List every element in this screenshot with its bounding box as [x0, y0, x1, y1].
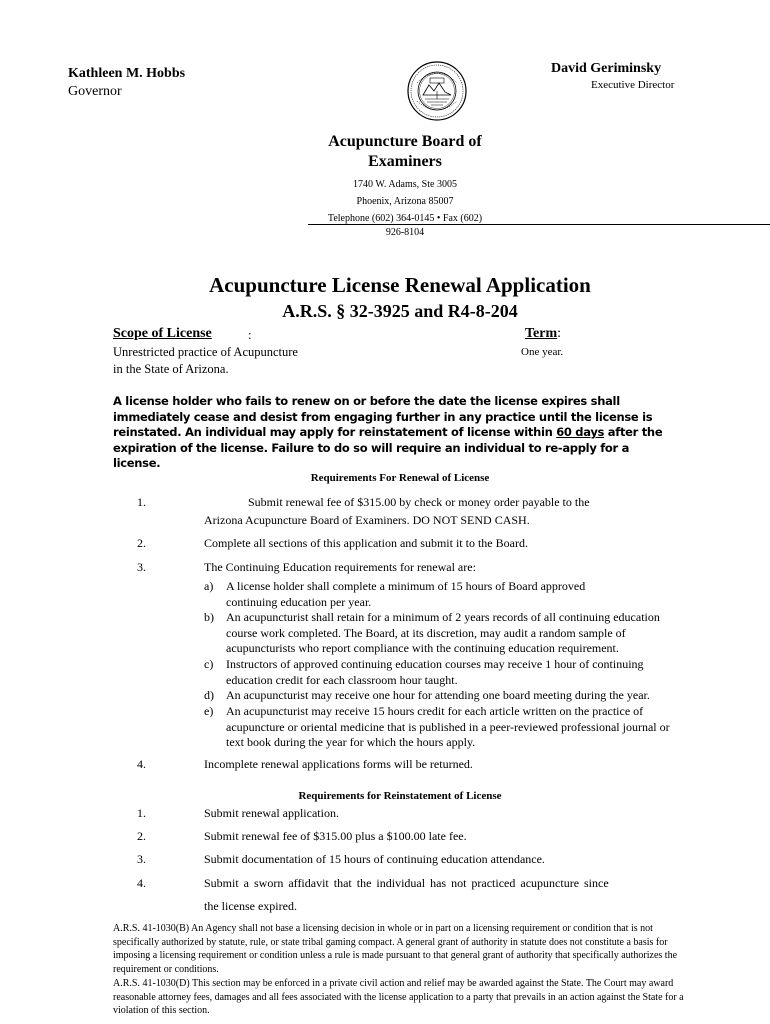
ce-sub-text: Instructors of approved continuing education courses may receive 1 hour of continuing education credit for each classroom hour taught.	[226, 657, 644, 687]
board-phone-fax: Telephone (602) 364-0145 • Fax (602)	[327, 213, 483, 224]
renewal-item-number: 3.	[137, 560, 146, 574]
ce-sub-text: A license holder shall complete a minimum of 15 hours of Board approved continuing education per year.	[226, 579, 586, 609]
scope-label: Scope of License	[113, 326, 212, 341]
notice-underlined: 60 days	[556, 425, 605, 440]
reinstatement-item-text-cont: the license expired.	[204, 899, 297, 913]
reinstatement-item-number: 3.	[137, 852, 146, 866]
reinstatement-heading: Requirements for Reinstatement of License	[298, 790, 502, 802]
footer-statute-b: A.R.S. 41-1030(B) An Agency shall not base a licensing decision in whole or in part on a licensing requirement or condition that is not specifically authorized by statute, rule, or state tribal gaming compact. A general grant of authority in statute does not constitute a basis for imposing a licensing requirement or condition unless a rule is made pursuant to that general grant of authority that specifically authorizes the requirement or conditions.	[113, 923, 678, 976]
ce-sub-letter: a)	[204, 579, 214, 593]
reinstatement-item-number: 1.	[137, 806, 146, 820]
notice-part1: A license holder who fails to renew on or before the date the license expires shall immediately cease and desist from engaging further in any practice until the license is reinstated. An individual may apply for reinstatement of license within	[113, 394, 653, 440]
reinstatement-item-number: 4.	[137, 876, 146, 890]
ce-sub-letter: e)	[204, 704, 214, 718]
scope-text-line1: Unrestricted practice of Acupuncture	[113, 345, 298, 359]
renewal-item-text: Incomplete renewal applications forms will be returned.	[204, 757, 473, 771]
board-address-city: Phoenix, Arizona 85007	[356, 196, 454, 207]
renewal-heading: Requirements For Renewal of License	[310, 472, 490, 484]
footer-statute-d: A.R.S. 41-1030(D) This section may be enforced in a private civil action and relief may be awarded against the State. The Court may award reasonable attorney fees, damages and all fees associated with the license application to a party that prevails in an action against the State for a violation of this section.	[113, 978, 684, 1017]
reinstatement-item-number: 2.	[137, 829, 146, 843]
board-fax-number: 926-8104	[385, 227, 425, 238]
governor-name: Kathleen M. Hobbs	[68, 66, 186, 81]
ce-sub-text: An acupuncturist may receive 15 hours credit for each article written on the practice of acupuncture or oriental medicine that is published in a peer-reviewed professional journal or text book during the year for which the hours apply.	[226, 704, 670, 749]
notice-paragraph	[113, 394, 673, 472]
ce-sub-text: An acupuncturist may receive one hour for attending one board meeting during the year.	[226, 688, 650, 702]
director-title: Executive Director	[591, 79, 675, 91]
header-divider	[308, 224, 770, 225]
renewal-item-text: Complete all sections of this application and submit it to the Board.	[204, 536, 528, 550]
statute-reference: A.R.S. § 32-3925 and R4-8-204	[282, 301, 518, 321]
renewal-item-number: 4.	[137, 757, 146, 771]
arizona-state-seal-icon	[407, 61, 467, 121]
ce-sub-letter: c)	[204, 657, 214, 671]
renewal-item-text-cont: Arizona Acupuncture Board of Examiners. DO NOT SEND CASH.	[204, 513, 530, 527]
term-colon: :	[557, 326, 562, 341]
scope-text-line2: in the State of Arizona.	[113, 362, 229, 376]
term-text: One year.	[521, 346, 564, 358]
page-title: Acupuncture License Renewal Application	[209, 273, 591, 297]
renewal-item-number: 2.	[137, 536, 146, 550]
renewal-item-text: Submit renewal fee of $315.00 by check or money order payable to the	[248, 495, 590, 509]
ce-sub-letter: d)	[204, 688, 214, 702]
board-address-street: 1740 W. Adams, Ste 3005	[353, 179, 457, 190]
ce-sub-text: An acupuncturist shall retain for a minimum of 2 years records of all continuing education course work completed. The Board, at its discretion, may audit a random sample of acupuncturists who report compliance with the continuing education requirement.	[226, 610, 660, 655]
renewal-item-text: The Continuing Education requirements for renewal are:	[204, 560, 476, 574]
director-name: David Geriminsky	[551, 61, 662, 76]
reinstatement-item-text: Submit documentation of 15 hours of continuing education attendance.	[204, 852, 545, 866]
board-name-line2: Examiners	[368, 153, 442, 170]
term-heading	[525, 326, 561, 342]
reinstatement-item-text: Submit renewal fee of $315.00 plus a $100.00 late fee.	[204, 829, 467, 843]
notice-part2: after the expiration of the license. Failure to do so will require an individual to re-apply for a license.	[113, 425, 663, 471]
ce-sub-letter: b)	[204, 610, 214, 624]
reinstatement-item-text: Submit a sworn affidavit that the individual has not practiced acupuncture since	[204, 876, 609, 890]
reinstatement-item-text: Submit renewal application.	[204, 806, 339, 820]
term-label: Term	[525, 326, 558, 341]
governor-title: Governor	[68, 84, 122, 99]
renewal-item-number: 1.	[137, 495, 146, 509]
board-name-line1: Acupuncture Board of	[328, 133, 482, 150]
scope-colon: :	[248, 327, 252, 342]
